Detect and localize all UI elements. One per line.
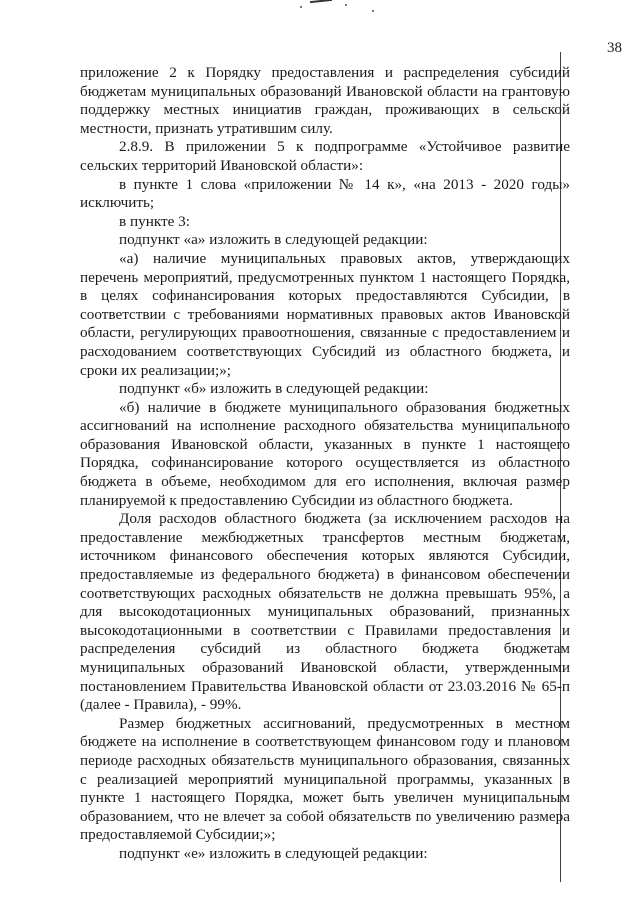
paragraph: «б) наличие в бюджете муниципального образования бюджетных ассигнований на исполнение расходного обязательства муниципального образования Ивановской области, указанных в пункте 1 настоящего Порядка, софинансирование которого осуществляется из областного бюджета в объеме, необходимом для его исполнения, включая размер планируемой к предоставлению Субсидии из областного бюджета. [80, 398, 570, 509]
paragraph: «а) наличие муниципальных правовых актов, утверждающих перечень мероприятий, предусмотренных пунктом 1 настоящего Порядка, в целях софинансирования которых предоставляются Субсидии, в соответствии с требованиями нормативных правовых актов Ивановской области, регулирующих правоотношения, связанные с предоставлением и расходованием соответствующих Субсидий из областного бюджета, и сроки их реализации;»; [80, 249, 570, 379]
scan-artifact [300, 6, 302, 8]
paragraph: подпункт «б» изложить в следующей редакции: [119, 380, 429, 398]
paragraph: Доля расходов областного бюджета (за исключением расходов на предоставление межбюджетных трансфертов местным бюджетам, источником финансового обеспечения которых являются Субсидии, предоставляемые из федерального бюджета) в финансовом обеспечении соответствующих расходных обязательств не должна превышать 95%, а для высокодотационных муниципальных образований, признанных высокодотационными в соответствии с Правилами предоставления и распределения субсидий из областного бюджета бюджетам муниципальных образований Ивановской области, утвержденными постановлением Правительства Ивановской области от 23.03.2016 № 65-п (далее - Правила), - 99%. [80, 510, 570, 714]
scan-artifact [310, 0, 332, 3]
paragraph: в пункте 1 слова «приложении № 14 к», «на 2013 - 2020 годы» исключить; [80, 175, 570, 212]
document-body [80, 64, 570, 864]
paragraph: 2.8.9. В приложении 5 к подпрограмме «Устойчивое развитие сельских территорий Ивановской области»: [80, 138, 570, 174]
paragraph: подпункт «е» изложить в следующей редакции: [119, 844, 428, 862]
paragraph: в пункте 3: [119, 212, 190, 230]
paragraph: приложение 2 к Порядку предоставления и распределения субсидий бюджетам муниципальных образований Ивановской области на грантовую поддержку местных инициатив граждан, проживающих в сельской местности, признать утратившим силу. [80, 64, 570, 137]
paragraph: подпункт «а» изложить в следующей редакции: [119, 231, 428, 249]
scan-artifact [372, 10, 374, 12]
scan-artifact [345, 4, 347, 6]
paragraph: Размер бюджетных ассигнований, предусмотренных в местном бюджете на исполнение в соответствующем финансовом году и плановом периоде расходных обязательств муниципального образования, связанных с реализацией мероприятий муниципальной программы, указанных в пункте 1 настоящего Порядка, может быть увеличен муниципальным образованием, что не влечет за собой обязательств по увеличению размера предоставляемой Субсидии;»; [80, 714, 570, 844]
page-number: 38 [607, 40, 622, 56]
